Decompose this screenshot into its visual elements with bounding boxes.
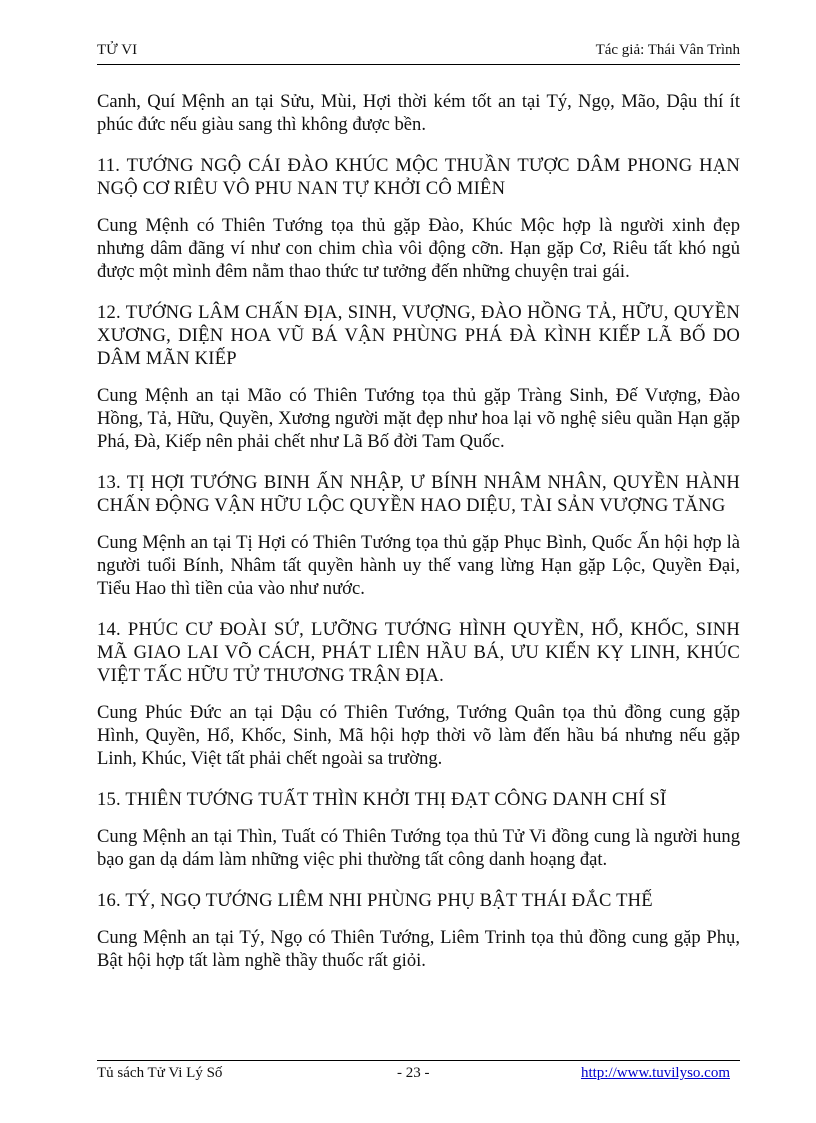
- paragraph-13: Cung Mệnh an tại Tị Hợi có Thiên Tướng tọa thủ gặp Phục Bình, Quốc Ấn hội hợp là người tuổi Bính, Nhâm tất quyền hành uy thế vang lừng Hạn gặp Lộc, Quyền Đại, Tiểu Hao thì tiền của vào như nước.: [97, 532, 740, 599]
- page-header: [97, 40, 740, 65]
- paragraph-14: Cung Phúc Đức an tại Dậu có Thiên Tướng, Tướng Quân tọa thủ đồng cung gặp Hình, Quyền, Hổ, Khốc, Sinh, Mã hội hợp thời võ làm đến hầu bá nhưng nếu gặp Linh, Khúc, Việt tất phải chết ngoài sa trường.: [97, 702, 740, 769]
- page-content: [97, 90, 740, 972]
- section-heading-12: 12. TƯỚNG LÂM CHẤN ĐỊA, SINH, VƯỢNG, ĐÀO HỒNG TẢ, HỮU, QUYỀN XƯƠNG, DIỆN HOA VŨ BÁ VẬN PHÙNG PHÁ ĐÀ KÌNH KIẾP LÃ BỐ DO DÂM MÃN KIẾP: [97, 302, 740, 369]
- footer-website-link[interactable]: http://www.tuvilyso.com: [580, 1065, 730, 1081]
- paragraph-12: Cung Mệnh an tại Mão có Thiên Tướng tọa thủ gặp Tràng Sinh, Đế Vượng, Đào Hồng, Tả, Hữu, Quyền, Xương người mặt đẹp như hoa lại võ nghệ siêu quần Hạn gặp Phá, Đà, Kiếp nên phải chết như Lã Bố đời Tam Quốc.: [97, 385, 740, 452]
- section-heading-16: 16. TÝ, NGỌ TƯỚNG LIÊM NHI PHÙNG PHỤ BẬT THÁI ĐẮC THẾ: [97, 890, 653, 911]
- page-number: - 23 -: [397, 1065, 430, 1081]
- paragraph-intro: Canh, Quí Mệnh an tại Sửu, Mùi, Hợi thời kém tốt an tại Tý, Ngọ, Mão, Dậu thí ít phúc đức nếu giàu sang thì không được bền.: [97, 91, 740, 135]
- paragraph-15: Cung Mệnh an tại Thìn, Tuất có Thiên Tướng tọa thủ Tử Vi đồng cung là người hung bạo gan dạ dám làm những việc phi thường tất công danh hoạng đạt.: [97, 826, 740, 870]
- page-footer: [97, 1060, 740, 1085]
- section-heading-13: 13. TỊ HỢI TƯỚNG BINH ẤN NHẬP, Ư BÍNH NHÂM NHÂN, QUYỀN HÀNH CHẤN ĐỘNG VẬN HỮU LỘC QUYỀN HAO DIỆU, TÀI SẢN VƯỢNG TĂNG: [97, 472, 740, 516]
- section-heading-15: 15. THIÊN TƯỚNG TUẤT THÌN KHỞI THỊ ĐẠT CÔNG DANH CHÍ SĨ: [97, 789, 667, 810]
- header-title: TỬ VI: [97, 42, 138, 58]
- section-heading-14: 14. PHÚC CƯ ĐOÀI SỨ, LƯỠNG TƯỚNG HÌNH QUYỀN, HỔ, KHỐC, SINH MÃ GIAO LAI VÕ CÁCH, PHÁT LIÊN HẦU BÁ, ƯU KIẾN KỴ LINH, KHÚC VIỆT TẤC HỮU TỬ THƯƠNG TRẬN ĐỊA.: [97, 619, 740, 686]
- footer-series: Tủ sách Tử Vi Lý Số: [97, 1065, 223, 1081]
- paragraph-11: Cung Mệnh có Thiên Tướng tọa thủ gặp Đào, Khúc Mộc hợp là người xinh đẹp nhưng dâm đãng ví như con chim chìa vôi động cỡn. Hạn gặp Cơ, Riêu tất khó ngủ được một mình đêm nằm thao thức tư tưởng đến những chuyện trai gái.: [97, 215, 740, 282]
- section-heading-11: 11. TƯỚNG NGỘ CÁI ĐÀO KHÚC MỘC THUẦN TƯỢC DÂM PHONG HẠN NGỘ CƠ RIÊU VÔ PHU NAN TỰ KHỞI CÔ MIÊN: [97, 155, 740, 199]
- paragraph-16: Cung Mệnh an tại Tý, Ngọ có Thiên Tướng, Liêm Trinh tọa thủ đồng cung gặp Phụ, Bật hội hợp tất làm nghề thầy thuốc rất giỏi.: [97, 927, 740, 971]
- header-author: Tác giả: Thái Vân Trình: [595, 42, 740, 58]
